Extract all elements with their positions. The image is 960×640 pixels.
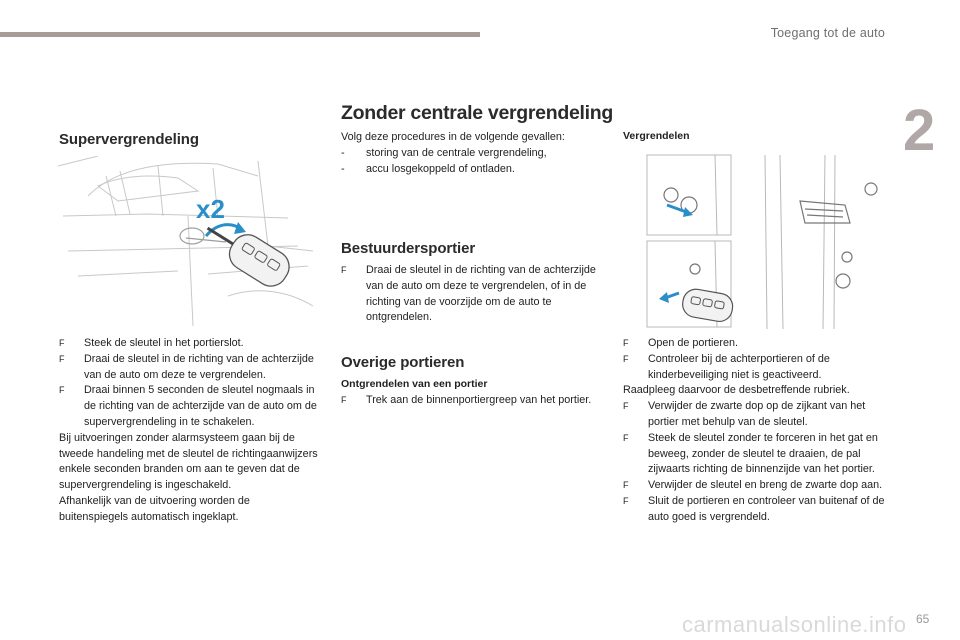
page-number: 65 <box>916 612 930 626</box>
list-item: F Draai de sleutel in de richting van de achterzijde van de auto om deze te vergrendelen. <box>59 352 314 381</box>
list-item: F Draai de sleutel in de richting van de achterzijde van de auto om deze te vergrendelen, of in de richting van de voorzijde om de auto te ontgrendelen. <box>341 264 596 324</box>
list-item: F Open de portieren. <box>623 336 885 352</box>
list-item: F Sluit de portieren en controleer van buitenaf of de auto goed is vergrendeld. <box>623 494 885 523</box>
list-item: F Verwijder de zwarte dop op de zijkant van het portier met behulp van de sleutel. <box>623 400 866 428</box>
bullet-marker: F <box>59 353 65 364</box>
subheading-ontgrendelen: Ontgrendelen van een portier <box>341 378 488 390</box>
bullet-marker: F <box>59 338 65 348</box>
bullet-marker: F <box>623 480 629 491</box>
illustration-door-key <box>58 156 318 329</box>
paragraph: Afhankelijk van de uitvoering worden de buitenspiegels automatisch ingeklapt. <box>59 494 250 523</box>
section-title-overige-portieren: Overige portieren <box>341 354 465 371</box>
list-item: F Steek de sleutel zonder te forceren in het gat en beweeg, zonder de sleutel te draaien, de pal zijwaarts richting de binnenzijde van het portier. <box>623 431 878 476</box>
header-bar <box>0 32 480 37</box>
list-item: F Steek de sleutel in het portierslot. <box>59 336 321 352</box>
other-text <box>341 377 603 409</box>
bullet-marker: F <box>341 265 347 275</box>
bullet-marker: F <box>623 401 629 412</box>
driver-text <box>341 263 603 326</box>
bullet-marker: F <box>623 353 629 364</box>
section-title-bestuurdersportier: Bestuurdersportier <box>341 240 476 257</box>
left-text <box>59 336 321 526</box>
section-title-supervergrendeling: Supervergrendeling <box>59 131 199 148</box>
bullet-marker: F <box>341 394 347 405</box>
list-item: - accu losgekoppeld of ontladen. <box>341 162 515 175</box>
list-item: F Draai binnen 5 seconden de sleutel nogmaals in de richting van de achterzijde van de auto om de supervergrendeling in te schakelen. <box>59 384 317 428</box>
paragraph: Raadpleeg daarvoor de desbetreffende rubriek. <box>623 384 850 397</box>
main-title: Zonder centrale vergrendeling <box>341 102 613 124</box>
list-item: F Trek aan de binnenportiergreep van het portier. <box>341 393 603 409</box>
bullet-marker: F <box>623 432 629 443</box>
list-item: F Verwijder de sleutel en breng de zwarte dop aan. <box>623 478 885 494</box>
watermark: carmanualsonline.info <box>682 612 907 637</box>
lock-subheading: Vergrendelen <box>623 130 690 142</box>
paragraph: Bij uitvoeringen zonder alarmsysteem gaan bij de tweede handeling met de sleutel de richtingaanwijzers enkele seconden branden om aan te geven dat de supervergrendeling is ingeschakeld. <box>59 431 318 492</box>
illustration-door-lock <box>645 153 885 329</box>
list-item: F Controleer bij de achterportieren of de kinderbeveiliging niet is geactiveerd. <box>623 352 830 381</box>
chapter-number: 2 <box>903 98 936 163</box>
figure-label-x2: x2 <box>196 194 225 224</box>
right-text <box>623 336 885 526</box>
bullet-marker: F <box>623 495 629 506</box>
intro-text: Volg deze procedures in de volgende gevallen: - storing van de centrale vergrendeling, - accu losgekoppeld of ontladen. <box>341 130 611 177</box>
bullet-marker: F <box>59 385 65 396</box>
list-item: - storing van de centrale vergrendeling, <box>341 146 547 159</box>
bullet-marker: F <box>623 338 629 348</box>
chapter-title: Toegang tot de auto <box>770 26 885 40</box>
